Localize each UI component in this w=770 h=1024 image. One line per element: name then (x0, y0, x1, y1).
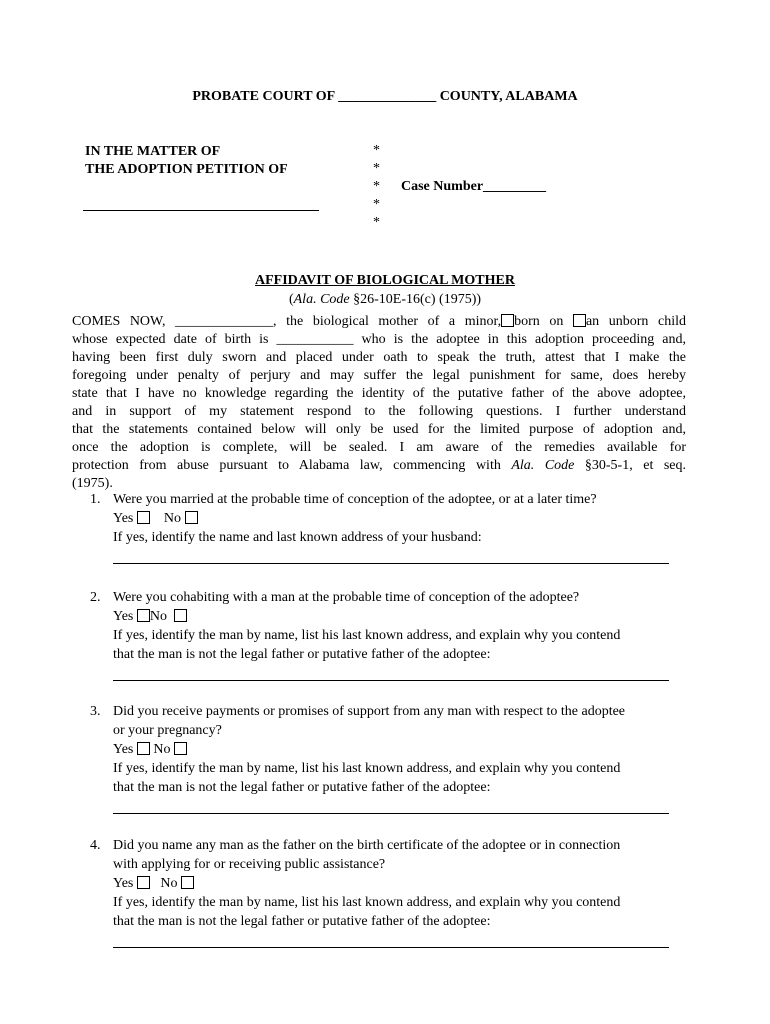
intro-line: state that I have no knowledge regarding the identity of the putative father of the above adoptee, (72, 386, 686, 401)
yes-checkbox[interactable] (137, 742, 150, 755)
no-checkbox[interactable] (181, 876, 194, 889)
star: * (373, 161, 380, 176)
yes-no-row: Yes No (113, 874, 690, 893)
followup-text: that the man is not the legal father or putative father of the adoptee: (113, 780, 491, 795)
question-text: or your pregnancy? (113, 723, 222, 738)
question-number: 1. (90, 492, 101, 507)
yes-checkbox[interactable] (137, 876, 150, 889)
star: * (373, 197, 380, 212)
question-number: 2. (90, 590, 101, 605)
matter-caption (85, 143, 288, 179)
question-1 (90, 490, 690, 564)
intro-paragraph (72, 313, 686, 493)
intro-line: and in support of my statement respond to the following questions. I further understand (72, 404, 686, 419)
yes-no-row: Yes No (113, 509, 690, 528)
matter-line-2: THE ADOPTION PETITION OF (85, 162, 288, 177)
star: * (373, 143, 380, 158)
followup-text: that the man is not the legal father or putative father of the adoptee: (113, 647, 491, 662)
question-4 (90, 836, 690, 948)
caption-stars (373, 142, 380, 232)
intro-line: foregoing under penalty of perjury and may suffer the legal punishment for same, does hereby (72, 368, 686, 383)
followup-text: If yes, identify the man by name, list his last known address, and explain why you contend (113, 895, 621, 910)
matter-line-1: IN THE MATTER OF (85, 144, 221, 159)
intro-line: COMES NOW, ______________, the biological mother of a minor, born on an unborn child (72, 314, 687, 329)
followup-text: that the man is not the legal father or putative father of the adoptee: (113, 914, 491, 929)
intro-line: that the statements contained below will only be used for the limited purpose of adoption and, (72, 422, 686, 437)
followup-text: If yes, identify the name and last known address of your husband: (113, 530, 482, 545)
yes-no-row: Yes No (113, 607, 690, 626)
question-number: 3. (90, 704, 101, 719)
yes-no-row: Yes No (113, 740, 690, 759)
case-number[interactable]: Case Number_________ (401, 179, 547, 194)
affidavit-title: AFFIDAVIT OF BIOLOGICAL MOTHER (255, 273, 515, 288)
petitioner-name-line[interactable] (83, 210, 319, 211)
question-text: Did you name any man as the father on the birth certificate of the adoptee or in connection (113, 838, 621, 853)
no-checkbox[interactable] (174, 609, 187, 622)
intro-line: (1975). (72, 476, 113, 491)
star: * (373, 179, 380, 194)
answer-line[interactable] (113, 947, 669, 948)
court-header: PROBATE COURT OF ______________ COUNTY, ALABAMA (192, 89, 578, 104)
intro-line: whose expected date of birth is ___________ who is the adoptee in this adoption proceeding and, (72, 332, 686, 347)
followup-text: If yes, identify the man by name, list his last known address, and explain why you contend (113, 761, 621, 776)
question-text: with applying for or receiving public assistance? (113, 857, 386, 872)
question-text: Did you receive payments or promises of support from any man with respect to the adoptee (113, 704, 626, 719)
answer-line[interactable] (113, 680, 669, 681)
intro-line: once the adoption is complete, will be sealed. I am aware of the remedies available for (72, 440, 686, 455)
question-text: Were you married at the probable time of conception of the adoptee, or at a later time? (113, 492, 597, 507)
no-checkbox[interactable] (174, 742, 187, 755)
followup-text: If yes, identify the man by name, list his last known address, and explain why you contend (113, 628, 621, 643)
question-text: Were you cohabiting with a man at the probable time of conception of the adoptee? (113, 590, 580, 605)
statute-citation: (Ala. Code §26-10E-16(c) (1975)) (288, 292, 482, 307)
no-checkbox[interactable] (185, 511, 198, 524)
yes-checkbox[interactable] (137, 609, 150, 622)
answer-line[interactable] (113, 563, 669, 564)
question-3 (90, 702, 690, 814)
intro-line: protection from abuse pursuant to Alabama law, commencing with Ala. Code §30-5-1, et seq. (72, 458, 687, 473)
answer-line[interactable] (113, 813, 669, 814)
question-2 (90, 588, 690, 681)
star: * (373, 215, 380, 230)
intro-line: having been first duly sworn and placed under oath to speak the truth, attest that I make the (72, 350, 686, 365)
minor-checkbox[interactable] (501, 314, 514, 327)
unborn-checkbox[interactable] (573, 314, 586, 327)
yes-checkbox[interactable] (137, 511, 150, 524)
question-number: 4. (90, 838, 101, 853)
